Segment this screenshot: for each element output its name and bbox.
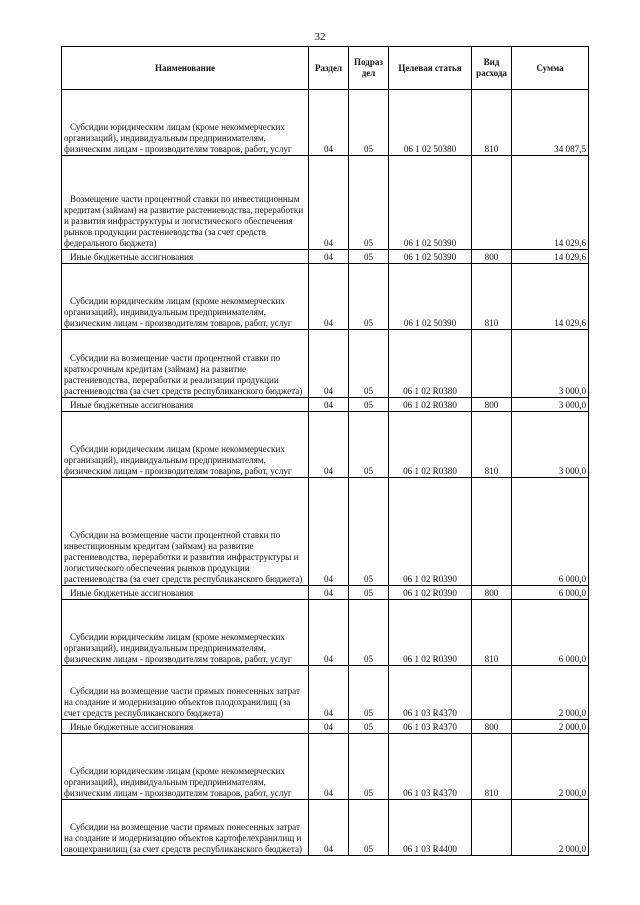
row-section: 04 xyxy=(309,264,349,330)
row-sum: 2 000,0 xyxy=(512,720,589,734)
row-expense-type: 800 xyxy=(472,586,512,600)
row-sum: 6 000,0 xyxy=(512,600,589,666)
table-row xyxy=(62,398,589,412)
row-subsection: 05 xyxy=(349,586,389,600)
table-row xyxy=(62,600,589,666)
row-subsection: 05 xyxy=(349,250,389,264)
row-section: 04 xyxy=(309,412,349,478)
table-row xyxy=(62,90,589,156)
row-expense-type xyxy=(472,478,512,586)
row-subsection: 05 xyxy=(349,156,389,250)
row-name: Субсидии юридическим лицам (кроме некоммерческих организаций), индивидуальным предпринимателям, физическим лицам - производителям товаров, работ, услуг xyxy=(62,412,309,478)
row-target: 06 1 02 50390 xyxy=(389,250,472,264)
row-name: Субсидии юридическим лицам (кроме некоммерческих организаций), индивидуальным предпринимателям, физическим лицам - производителям товаров, работ, услуг xyxy=(62,600,309,666)
row-sum: 2 000,0 xyxy=(512,666,589,720)
row-expense-type: 810 xyxy=(472,90,512,156)
row-target: 06 1 02 R0380 xyxy=(389,330,472,398)
table-row xyxy=(62,586,589,600)
row-section: 04 xyxy=(309,478,349,586)
row-expense-type xyxy=(472,330,512,398)
header-sum: Сумма xyxy=(512,47,589,90)
row-sum: 6 000,0 xyxy=(512,478,589,586)
row-section: 04 xyxy=(309,250,349,264)
row-target: 06 1 02 R0390 xyxy=(389,600,472,666)
table-row xyxy=(62,478,589,586)
row-subsection: 05 xyxy=(349,666,389,720)
header-target: Целевая статья xyxy=(389,47,472,90)
row-subsection: 05 xyxy=(349,600,389,666)
row-subsection: 05 xyxy=(349,264,389,330)
row-expense-type: 800 xyxy=(472,398,512,412)
header-section: Раздел xyxy=(309,47,349,90)
row-target: 06 1 03 R4370 xyxy=(389,666,472,720)
row-name: Субсидии на возмещение части прямых понесенных затрат на создание и модернизацию объектов картофелехранилищ и овощехранилищ (за счет средств республиканского бюджета) xyxy=(62,800,309,856)
row-section: 04 xyxy=(309,720,349,734)
row-name: Иные бюджетные ассигнования xyxy=(62,720,309,734)
row-name: Иные бюджетные ассигнования xyxy=(62,398,309,412)
row-section: 04 xyxy=(309,330,349,398)
row-target: 06 1 02 R0390 xyxy=(389,478,472,586)
table-row xyxy=(62,264,589,330)
row-target: 06 1 02 R0380 xyxy=(389,398,472,412)
row-expense-type: 800 xyxy=(472,250,512,264)
row-sum: 34 087,5 xyxy=(512,90,589,156)
row-expense-type: 810 xyxy=(472,734,512,800)
row-expense-type xyxy=(472,156,512,250)
row-subsection: 05 xyxy=(349,734,389,800)
row-sum: 14 029,6 xyxy=(512,156,589,250)
row-target: 06 1 03 R4370 xyxy=(389,734,472,800)
table-header-row xyxy=(62,47,589,90)
row-subsection: 05 xyxy=(349,478,389,586)
row-section: 04 xyxy=(309,90,349,156)
row-subsection: 05 xyxy=(349,800,389,856)
row-section: 04 xyxy=(309,600,349,666)
row-section: 04 xyxy=(309,586,349,600)
row-name: Субсидии юридическим лицам (кроме некоммерческих организаций), индивидуальным предпринимателям, физическим лицам - производителям товаров, работ, услуг xyxy=(62,734,309,800)
header-subsection: Подраз дел xyxy=(349,47,389,90)
table-row xyxy=(62,250,589,264)
table-row xyxy=(62,734,589,800)
row-section: 04 xyxy=(309,398,349,412)
row-expense-type: 810 xyxy=(472,600,512,666)
row-name: Субсидии юридическим лицам (кроме некоммерческих организаций), индивидуальным предпринимателям, физическим лицам - производителям товаров, работ, услуг xyxy=(62,264,309,330)
row-subsection: 05 xyxy=(349,398,389,412)
table-row xyxy=(62,666,589,720)
row-sum: 3 000,0 xyxy=(512,398,589,412)
row-name: Субсидии юридическим лицам (кроме некоммерческих организаций), индивидуальным предпринимателям, физическим лицам - производителям товаров, работ, услуг xyxy=(62,90,309,156)
table-row xyxy=(62,330,589,398)
table-row xyxy=(62,720,589,734)
row-expense-type xyxy=(472,666,512,720)
row-subsection: 05 xyxy=(349,412,389,478)
table-row xyxy=(62,156,589,250)
row-target: 06 1 02 R0380 xyxy=(389,412,472,478)
header-expense-type: Вид расхода xyxy=(472,47,512,90)
budget-table xyxy=(61,46,589,856)
row-section: 04 xyxy=(309,156,349,250)
table-row xyxy=(62,800,589,856)
row-subsection: 05 xyxy=(349,720,389,734)
row-name: Возмещение части процентной ставки по инвестиционным кредитам (займам) на развитие растениеводства, переработки и развития инфраструктуры и логистического обеспечения рынков продукции растениеводства (за счет средств федерального бюджета) xyxy=(62,156,309,250)
row-sum: 14 029,6 xyxy=(512,264,589,330)
row-sum: 6 000,0 xyxy=(512,586,589,600)
row-name: Иные бюджетные ассигнования xyxy=(62,586,309,600)
row-section: 04 xyxy=(309,734,349,800)
row-expense-type: 810 xyxy=(472,412,512,478)
row-subsection: 05 xyxy=(349,90,389,156)
row-subsection: 05 xyxy=(349,330,389,398)
row-name: Субсидии на возмещение части процентной ставки по краткосрочным кредитам (займам) на развитие растениеводства, переработки и реализации продукции растениеводства (за счет средств республиканского бюджета) xyxy=(62,330,309,398)
row-sum: 2 000,0 xyxy=(512,800,589,856)
row-sum: 3 000,0 xyxy=(512,412,589,478)
row-sum: 14 029,6 xyxy=(512,250,589,264)
row-section: 04 xyxy=(309,800,349,856)
row-target: 06 1 03 R4370 xyxy=(389,720,472,734)
row-sum: 2 000,0 xyxy=(512,734,589,800)
page-number: 32 xyxy=(314,31,326,43)
row-target: 06 1 02 50380 xyxy=(389,90,472,156)
row-target: 06 1 02 R0390 xyxy=(389,586,472,600)
row-target: 06 1 02 50390 xyxy=(389,156,472,250)
table-row xyxy=(62,412,589,478)
row-name: Иные бюджетные ассигнования xyxy=(62,250,309,264)
row-section: 04 xyxy=(309,666,349,720)
header-name: Наименование xyxy=(62,47,309,90)
row-target: 06 1 03 R4400 xyxy=(389,800,472,856)
row-expense-type: 810 xyxy=(472,264,512,330)
row-expense-type: 800 xyxy=(472,720,512,734)
row-target: 06 1 02 50390 xyxy=(389,264,472,330)
row-sum: 3 000,0 xyxy=(512,330,589,398)
row-name: Субсидии на возмещение части прямых понесенных затрат на создание и модернизацию объектов плодохранилищ (за счет средств республиканского бюджета) xyxy=(62,666,309,720)
row-expense-type xyxy=(472,800,512,856)
row-name: Субсидии на возмещение части процентной ставки по инвестиционным кредитам (займам) на развитие растениеводства, переработки и развития инфраструктуры и логистического обеспечения рынков продукции растениеводства (за счет средств республиканского бюджета) xyxy=(62,478,309,586)
